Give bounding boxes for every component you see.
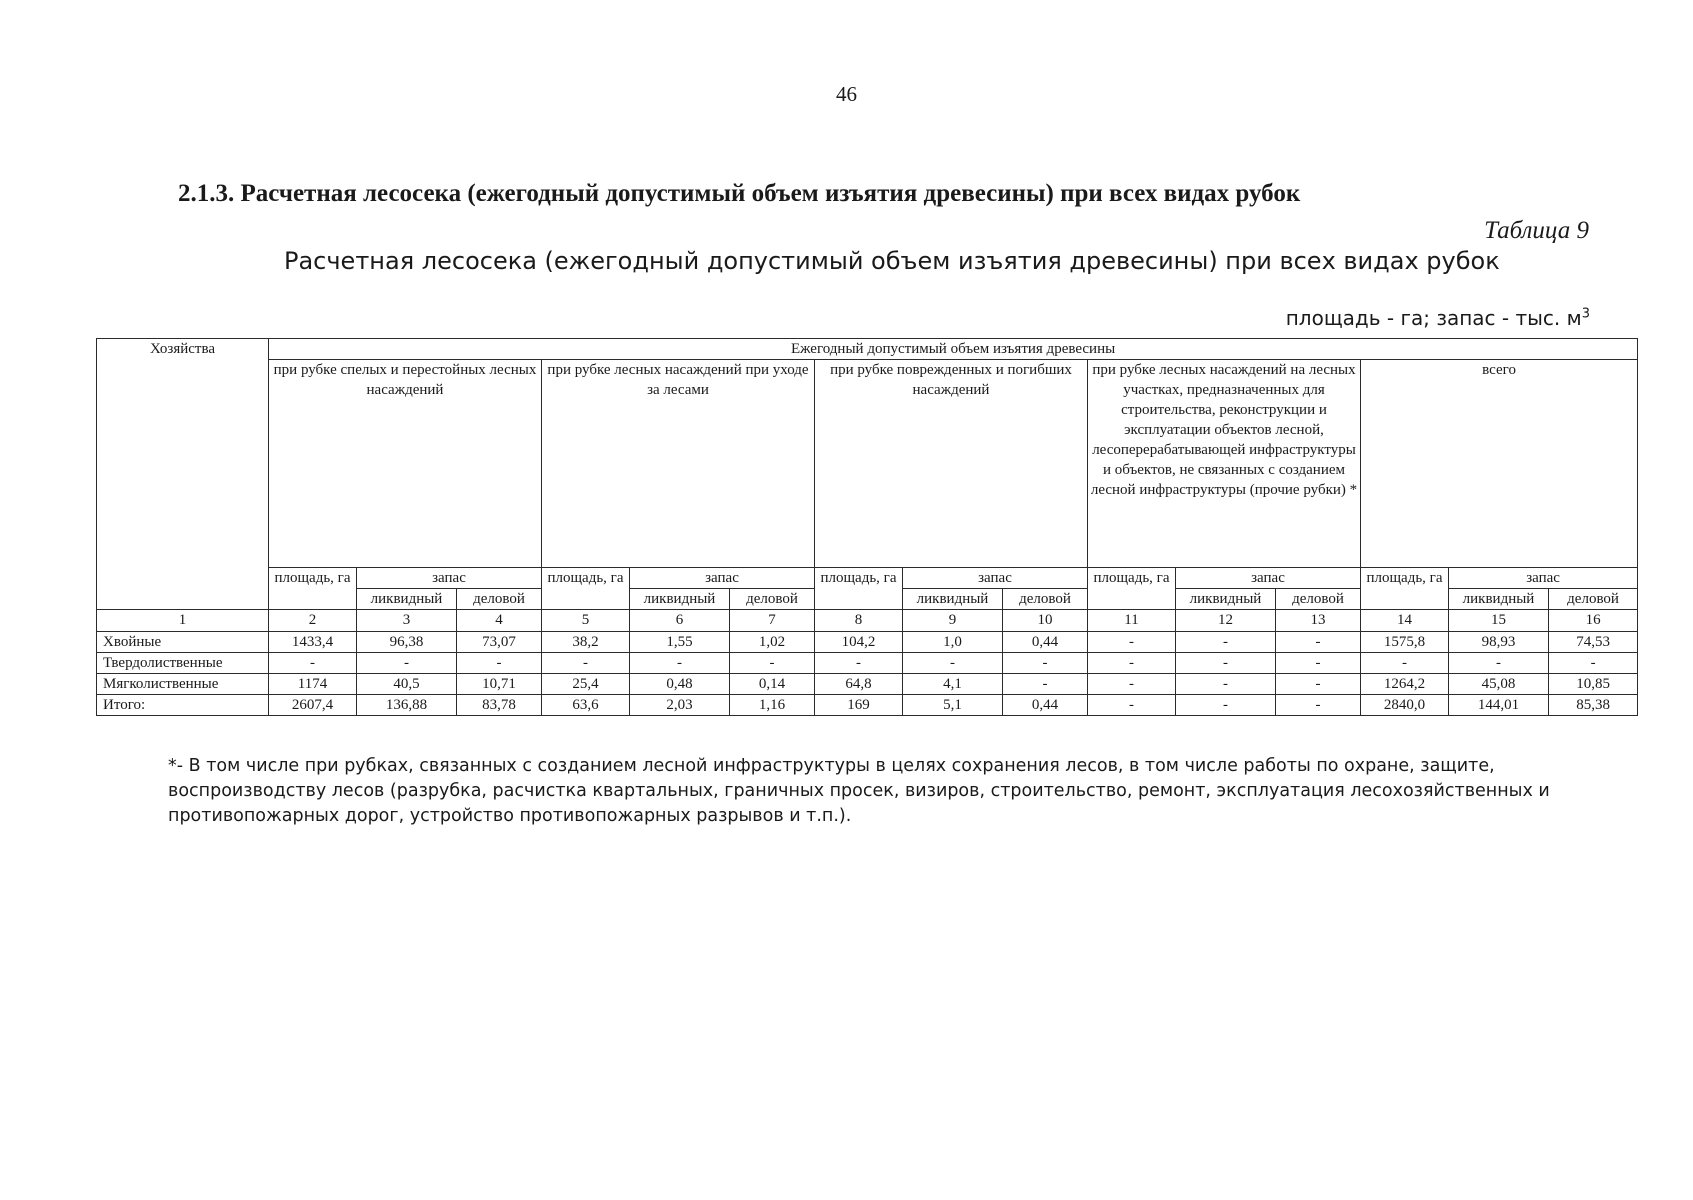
allowable-cut-table xyxy=(96,338,1638,716)
stock-header: запас xyxy=(630,568,815,589)
column-number-cell: 13 xyxy=(1276,610,1361,632)
business-header: деловой xyxy=(1003,589,1088,610)
table-cell: 136,88 xyxy=(357,695,457,716)
area-header: площадь, га xyxy=(269,568,357,610)
table-cell: - xyxy=(269,653,357,674)
table-cell: 4,1 xyxy=(903,674,1003,695)
table-cell: 169 xyxy=(815,695,903,716)
table-cell: - xyxy=(1276,674,1361,695)
column-number-cell: 3 xyxy=(357,610,457,632)
table-cell: 96,38 xyxy=(357,632,457,653)
table-cell: 25,4 xyxy=(542,674,630,695)
liquid-header: ликвидный xyxy=(903,589,1003,610)
table-cell: - xyxy=(903,653,1003,674)
table-cell: - xyxy=(357,653,457,674)
table-cell: - xyxy=(1361,653,1449,674)
table-cell: 0,44 xyxy=(1003,632,1088,653)
table-cell: - xyxy=(1088,674,1176,695)
table-cell: 74,53 xyxy=(1549,632,1638,653)
group-header-care: при рубке лесных насаждений при уходе за лесами xyxy=(542,360,815,568)
table-cell: 64,8 xyxy=(815,674,903,695)
row-name-cell: Итого: xyxy=(97,695,269,716)
table-cell: 104,2 xyxy=(815,632,903,653)
group-header-mature: при рубке спелых и перестойных лесных насаждений xyxy=(269,360,542,568)
table-cell: - xyxy=(1088,632,1176,653)
table-body xyxy=(97,610,1638,716)
main-header: Ежегодный допустимый объем изъятия древесины xyxy=(269,339,1638,360)
table-cell: 1,02 xyxy=(730,632,815,653)
table-cell: 45,08 xyxy=(1449,674,1549,695)
table-cell: 0,14 xyxy=(730,674,815,695)
table-cell: - xyxy=(1088,653,1176,674)
table-cell: 0,48 xyxy=(630,674,730,695)
units-text: площадь - га; запас - тыс. м xyxy=(1285,306,1582,330)
table-cell: 1575,8 xyxy=(1361,632,1449,653)
liquid-header: ликвидный xyxy=(1449,589,1549,610)
table-cell: 98,93 xyxy=(1449,632,1549,653)
column-number-cell: 12 xyxy=(1176,610,1276,632)
table-cell: 40,5 xyxy=(357,674,457,695)
column-number-cell: 10 xyxy=(1003,610,1088,632)
table-cell: 10,71 xyxy=(457,674,542,695)
row-name-cell: Твердолиственные xyxy=(97,653,269,674)
table-cell: 1,16 xyxy=(730,695,815,716)
table-cell: - xyxy=(815,653,903,674)
table-cell: - xyxy=(1003,674,1088,695)
table-cell: 1174 xyxy=(269,674,357,695)
area-header: площадь, га xyxy=(1088,568,1176,610)
table-cell: - xyxy=(1003,653,1088,674)
section-heading: 2.1.3. Расчетная лесосека (ежегодный допустимый объем изъятия древесины) при всех видах рубок xyxy=(178,180,1301,207)
table-cell: 85,38 xyxy=(1549,695,1638,716)
table-cell: - xyxy=(1276,632,1361,653)
stock-header: запас xyxy=(1176,568,1361,589)
table-cell: 144,01 xyxy=(1449,695,1549,716)
column-number-cell: 11 xyxy=(1088,610,1176,632)
table-cell: 0,44 xyxy=(1003,695,1088,716)
table-cell: - xyxy=(1088,695,1176,716)
farms-header: Хозяйства xyxy=(97,339,269,610)
business-header: деловой xyxy=(730,589,815,610)
footnote-text: *- В том числе при рубках, связанных с созданием лесной инфраструктуры в целях сохранения лесов, в том числе работы по охране, защите, воспроизводству лесов (разрубка, расчистка квартальных, граничных просек, визиров, строительство, ремонт, эксплуатация лесохозяйственных и противопожарных дорог, устройство противопожарных разрывов и т.п.). xyxy=(168,756,1550,826)
table-row xyxy=(97,632,1638,653)
table-cell: 1264,2 xyxy=(1361,674,1449,695)
liquid-header: ликвидный xyxy=(357,589,457,610)
table-cell: 2607,4 xyxy=(269,695,357,716)
table-cell: 1,55 xyxy=(630,632,730,653)
column-number-cell: 9 xyxy=(903,610,1003,632)
table-cell: - xyxy=(1549,653,1638,674)
table-cell: 38,2 xyxy=(542,632,630,653)
table-cell: 1433,4 xyxy=(269,632,357,653)
table-cell: 5,1 xyxy=(903,695,1003,716)
table-cell: 10,85 xyxy=(1549,674,1638,695)
liquid-header: ликвидный xyxy=(1176,589,1276,610)
table-cell: - xyxy=(1276,653,1361,674)
table-cell: - xyxy=(630,653,730,674)
column-number-cell: 14 xyxy=(1361,610,1449,632)
table-cell: - xyxy=(542,653,630,674)
table-cell: - xyxy=(1176,632,1276,653)
liquid-header: ликвидный xyxy=(630,589,730,610)
table-row xyxy=(97,695,1638,716)
units-superscript: 3 xyxy=(1581,306,1590,322)
stock-header: запас xyxy=(903,568,1088,589)
header-row-main xyxy=(97,339,1638,360)
table-cell: - xyxy=(1176,653,1276,674)
business-header: деловой xyxy=(1549,589,1638,610)
table-cell: 1,0 xyxy=(903,632,1003,653)
column-number-cell: 15 xyxy=(1449,610,1549,632)
column-number-cell: 7 xyxy=(730,610,815,632)
column-number-cell: 4 xyxy=(457,610,542,632)
column-number-cell: 8 xyxy=(815,610,903,632)
header-row-groups xyxy=(97,360,1638,568)
table-cell: 2,03 xyxy=(630,695,730,716)
table-caption: Расчетная лесосека (ежегодный допустимый объем изъятия древесины) при всех видах рубок xyxy=(284,247,1500,275)
table-cell: - xyxy=(1276,695,1361,716)
table-cell: 2840,0 xyxy=(1361,695,1449,716)
column-number-cell: 16 xyxy=(1549,610,1638,632)
table-number: Таблица 9 xyxy=(1484,217,1589,244)
column-number-cell: 2 xyxy=(269,610,357,632)
stock-header: запас xyxy=(1449,568,1638,589)
units-note xyxy=(1286,306,1590,330)
column-number-cell: 1 xyxy=(97,610,269,632)
table-row xyxy=(97,653,1638,674)
group-header-other: при рубке лесных насаждений на лесных участках, предназначенных для строительства, реконструкции и эксплуатации объектов лесной, лесоперерабатывающей инфраструктуры и объектов, не связанных с созданием лесной инфраструктуры (прочие рубки) * xyxy=(1088,360,1361,568)
business-header: деловой xyxy=(457,589,542,610)
page-number: 46 xyxy=(836,82,857,106)
column-number-cell: 6 xyxy=(630,610,730,632)
area-header: площадь, га xyxy=(542,568,630,610)
column-number-cell: 5 xyxy=(542,610,630,632)
row-name-cell: Мягколиственные xyxy=(97,674,269,695)
table-cell: - xyxy=(1176,695,1276,716)
column-numbers-row xyxy=(97,610,1638,632)
table-cell: 63,6 xyxy=(542,695,630,716)
header-row-stock xyxy=(97,568,1638,589)
table-cell: 73,07 xyxy=(457,632,542,653)
row-name-cell: Хвойные xyxy=(97,632,269,653)
business-header: деловой xyxy=(1276,589,1361,610)
group-header-damaged: при рубке поврежденных и погибших насаждений xyxy=(815,360,1088,568)
table-cell: - xyxy=(1449,653,1549,674)
area-header: площадь, га xyxy=(1361,568,1449,610)
area-header: площадь, га xyxy=(815,568,903,610)
stock-header: запас xyxy=(357,568,542,589)
table-cell: - xyxy=(457,653,542,674)
table-cell: - xyxy=(1176,674,1276,695)
group-header-total: всего xyxy=(1361,360,1638,568)
footnote xyxy=(108,754,1588,829)
table-cell: 83,78 xyxy=(457,695,542,716)
table-cell: - xyxy=(730,653,815,674)
table-row xyxy=(97,674,1638,695)
